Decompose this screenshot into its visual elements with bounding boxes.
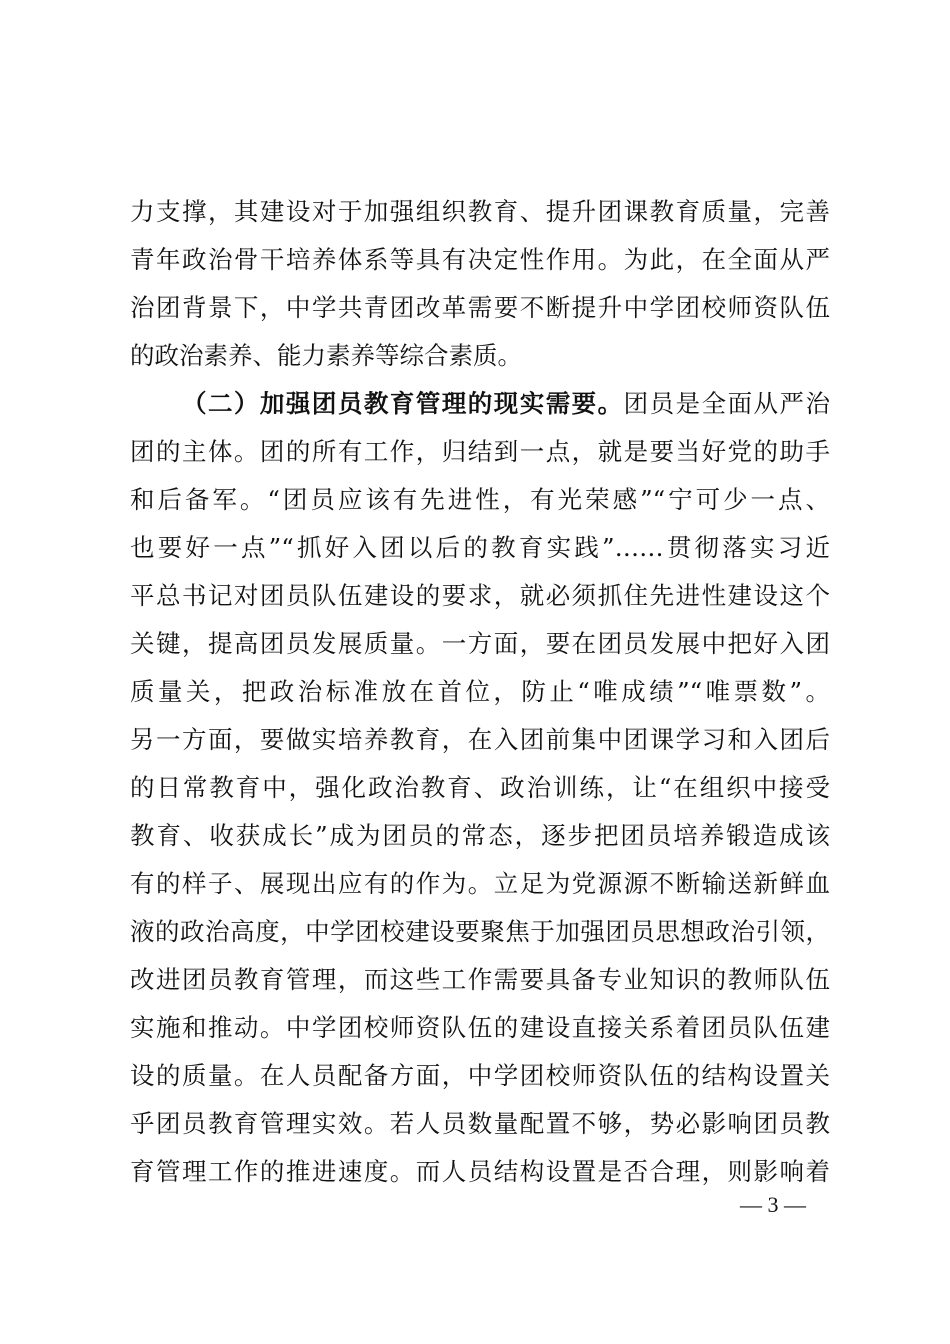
text-line: 治团背景下，中学共青团改革需要不断提升中学团校师资队伍 [130,293,830,322]
text-line: 育管理工作的推进速度。而人员结构设置是否合理，则影响着 [130,1157,830,1186]
text-line: 团的主体。团的所有工作，归结到一点，就是要当好党的助手 [130,437,830,466]
text-line: 乎团员教育管理实效。若人员数量配置不够，势必影响团员教 [130,1109,830,1138]
page-number: — 3 — [740,1192,806,1217]
text-line: 也要好一点”“抓好入团以后的教育实践”……贯彻落实习近 [130,533,830,562]
text-line: 另一方面，要做实培养教育，在入团前集中团课学习和入团后 [130,725,830,754]
heading-line-rest: 团员是全面从严治 [623,389,831,418]
text-line: 的政治素养、能力素养等综合素质。 [130,341,522,370]
section-heading: （二）加强团员教育管理的现实需要。 [182,389,624,418]
text-line: 和后备军。“团员应该有先进性，有光荣感”“宁可少一点、 [130,485,830,514]
text-line: 青年政治骨干培养体系等具有决定性作用。为此，在全面从严 [130,245,830,274]
text-line: 关键，提高团员发展质量。一方面，要在团员发展中把好入团 [130,629,830,658]
text-line: 有的样子、展现出应有的作为。立足为党源源不断输送新鲜血 [130,869,830,898]
text-line: 平总书记对团员队伍建设的要求，就必须抓住先进性建设这个 [130,581,830,610]
text-line: 实施和推动。中学团校师资队伍的建设直接关系着团员队伍建 [130,1013,830,1042]
text-line: 教育、收获成长”成为团员的常态，逐步把团员培养锻造成该 [130,821,830,850]
text-line: 质量关，把政治标准放在首位，防止“唯成绩”“唯票数”。 [130,677,830,706]
text-line: 液的政治高度，中学团校建设要聚焦于加强团员思想政治引领， [130,917,830,946]
text-line: 改进团员教育管理，而这些工作需要具备专业知识的教师队伍 [130,965,830,994]
section-heading-line [182,380,830,428]
text-line: 力支撑，其建设对于加强组织教育、提升团课教育质量，完善 [130,197,830,226]
text-line: 的日常教育中，强化政治教育、政治训练，让“在组织中接受 [130,773,830,802]
text-line: 设的质量。在人员配备方面，中学团校师资队伍的结构设置关 [130,1061,830,1090]
